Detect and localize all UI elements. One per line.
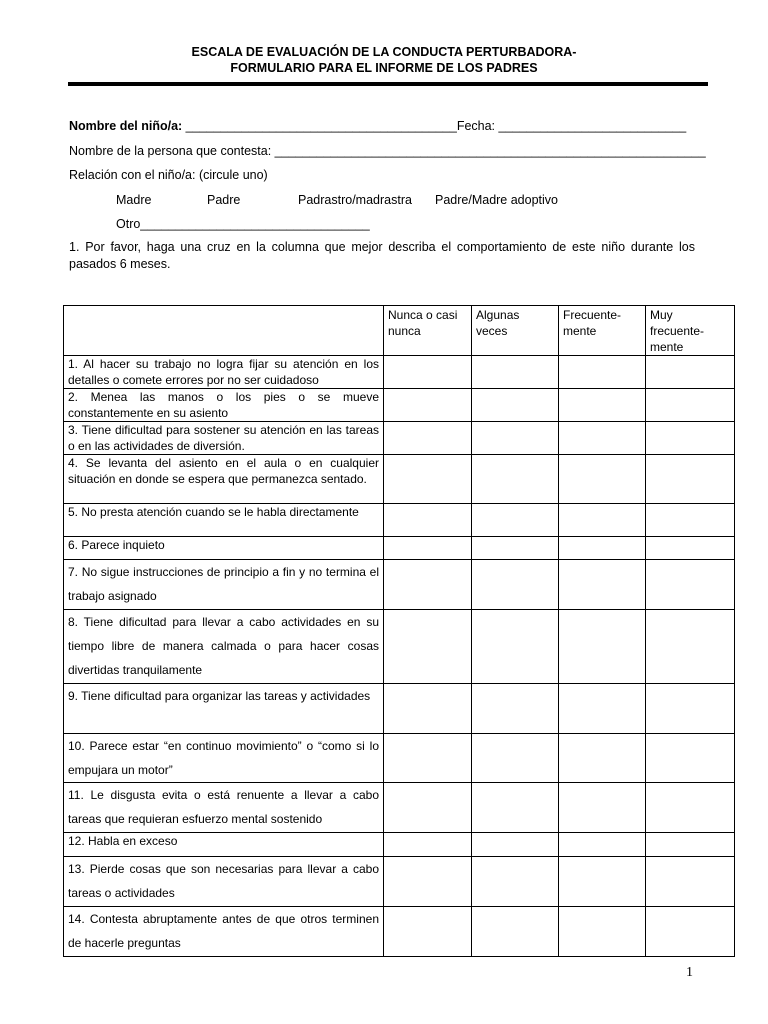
other-field[interactable]: Otro_________________________________ [116,217,370,231]
option-adoptive-parent[interactable]: Padre/Madre adoptivo [435,193,558,207]
rating-never-cell[interactable] [384,833,472,857]
table-row [64,857,735,907]
item-text: 8. Tiene dificultad para llevar a cabo actividades en su tiempo libre de manera calmada o para hacer cosas divertidas tranquilamente [64,610,384,684]
table-row [64,537,735,560]
rating-very-often-cell[interactable] [646,833,735,857]
item-text: 10. Parece estar “en continuo movimiento” o “como si lo empujara un motor” [64,734,384,783]
rating-never-cell[interactable] [384,907,472,957]
rating-sometimes-cell[interactable] [472,734,559,783]
rating-never-cell[interactable] [384,684,472,734]
rating-often-cell[interactable] [559,610,646,684]
rating-never-cell[interactable] [384,356,472,389]
rating-never-cell[interactable] [384,610,472,684]
rating-sometimes-cell[interactable] [472,857,559,907]
rating-never-cell[interactable] [384,389,472,422]
rating-sometimes-cell[interactable] [472,422,559,455]
rating-often-cell[interactable] [559,734,646,783]
rating-very-often-cell[interactable] [646,610,735,684]
rating-sometimes-cell[interactable] [472,537,559,560]
rating-sometimes-cell[interactable] [472,783,559,833]
rating-often-cell[interactable] [559,504,646,537]
rating-often-cell[interactable] [559,907,646,957]
table-row [64,684,735,734]
item-text: 9. Tiene dificultad para organizar las tareas y actividades [64,684,384,734]
instructions-text: 1. Por favor, haga una cruz en la columna que mejor describa el comportamiento de este niño durante los pasados 6 meses. [69,240,695,271]
rating-very-often-cell[interactable] [646,504,735,537]
rating-sometimes-cell[interactable] [472,455,559,504]
rating-very-often-cell[interactable] [646,734,735,783]
rating-very-often-cell[interactable] [646,907,735,957]
behavior-rating-table [63,305,735,957]
rating-sometimes-cell[interactable] [472,907,559,957]
relation-label: Relación con el niño/a: (circule uno) [69,168,268,182]
rating-very-often-cell[interactable] [646,783,735,833]
item-text: 1. Al hacer su trabajo no logra fijar su atención en los detalles o comete errores por no ser cuidadoso [64,356,384,389]
item-text: 6. Parece inquieto [64,537,384,560]
rating-often-cell[interactable] [559,389,646,422]
rating-never-cell[interactable] [384,734,472,783]
table-header-row [64,306,735,356]
rating-sometimes-cell[interactable] [472,684,559,734]
rating-very-often-cell[interactable] [646,422,735,455]
rating-often-cell[interactable] [559,833,646,857]
table-row [64,356,735,389]
table-row [64,560,735,610]
option-father[interactable]: Padre [207,193,241,207]
rating-sometimes-cell[interactable] [472,504,559,537]
table-row [64,833,735,857]
date-label: Fecha: [456,119,499,133]
form-title-line2: FORMULARIO PARA EL INFORME DE LOS PADRES [230,61,538,75]
table-row [64,504,735,537]
rating-never-cell[interactable] [384,537,472,560]
table-row [64,783,735,833]
rating-never-cell[interactable] [384,560,472,610]
child-name-field[interactable]: _______________________________________ [182,119,457,133]
item-text: 2. Menea las manos o los pies o se mueve constantemente en su asiento [64,389,384,422]
rating-table-body [64,306,735,957]
rating-never-cell[interactable] [384,455,472,504]
rating-often-cell[interactable] [559,356,646,389]
item-text: 12. Habla en exceso [64,833,384,857]
rating-sometimes-cell[interactable] [472,560,559,610]
header-item-cell [64,306,384,356]
respondent-field[interactable]: Nombre de la persona que contesta: ______________________________________________________________ [69,144,706,158]
form-title-line1: ESCALA DE EVALUACIÓN DE LA CONDUCTA PERTURBADORA- [191,45,577,59]
item-text: 4. Se levanta del asiento en el aula o en cualquier situación en donde se espera que permanezca sentado. [64,455,384,504]
rating-sometimes-cell[interactable] [472,389,559,422]
table-row [64,455,735,504]
column-very-often: Muy frecuente-mente [646,306,735,356]
item-text: 7. No sigue instrucciones de principio a fin y no termina el trabajo asignado [64,560,384,610]
rating-often-cell[interactable] [559,857,646,907]
rating-never-cell[interactable] [384,783,472,833]
rating-very-often-cell[interactable] [646,455,735,504]
rating-never-cell[interactable] [384,504,472,537]
item-text: 13. Pierde cosas que son necesarias para llevar a cabo tareas o actividades [64,857,384,907]
page-number: 1 [686,965,693,980]
title-divider [68,82,708,86]
child-name-row [69,118,686,134]
child-name-label: Nombre del niño/a: [69,119,183,133]
table-row [64,610,735,684]
rating-often-cell[interactable] [559,537,646,560]
rating-never-cell[interactable] [384,857,472,907]
item-text: 3. Tiene dificultad para sostener su atención en las tareas o en las actividades de diversión. [64,422,384,455]
table-row [64,734,735,783]
rating-very-often-cell[interactable] [646,857,735,907]
rating-sometimes-cell[interactable] [472,610,559,684]
rating-often-cell[interactable] [559,684,646,734]
rating-very-often-cell[interactable] [646,389,735,422]
option-stepparent[interactable]: Padrastro/madrastra [298,193,412,207]
rating-very-often-cell[interactable] [646,560,735,610]
table-row [64,389,735,422]
rating-sometimes-cell[interactable] [472,833,559,857]
option-mother[interactable]: Madre [116,193,152,207]
column-sometimes: Algunas veces [472,306,559,356]
rating-often-cell[interactable] [559,455,646,504]
item-text: 14. Contesta abruptamente antes de que otros terminen de hacerle preguntas [64,907,384,957]
rating-very-often-cell[interactable] [646,537,735,560]
date-field[interactable]: ___________________________ [498,119,687,133]
column-often: Frecuente-mente [559,306,646,356]
rating-often-cell[interactable] [559,422,646,455]
rating-very-often-cell[interactable] [646,356,735,389]
table-row [64,422,735,455]
item-text: 11. Le disgusta evita o está renuente a llevar a cabo tareas que requieran esfuerzo mental sostenido [64,783,384,833]
rating-often-cell[interactable] [559,783,646,833]
rating-very-often-cell[interactable] [646,684,735,734]
rating-sometimes-cell[interactable] [472,356,559,389]
item-text: 5. No presta atención cuando se le habla directamente [64,504,384,537]
column-never: Nunca o casi nunca [384,306,472,356]
table-row [64,907,735,957]
rating-never-cell[interactable] [384,422,472,455]
rating-often-cell[interactable] [559,560,646,610]
